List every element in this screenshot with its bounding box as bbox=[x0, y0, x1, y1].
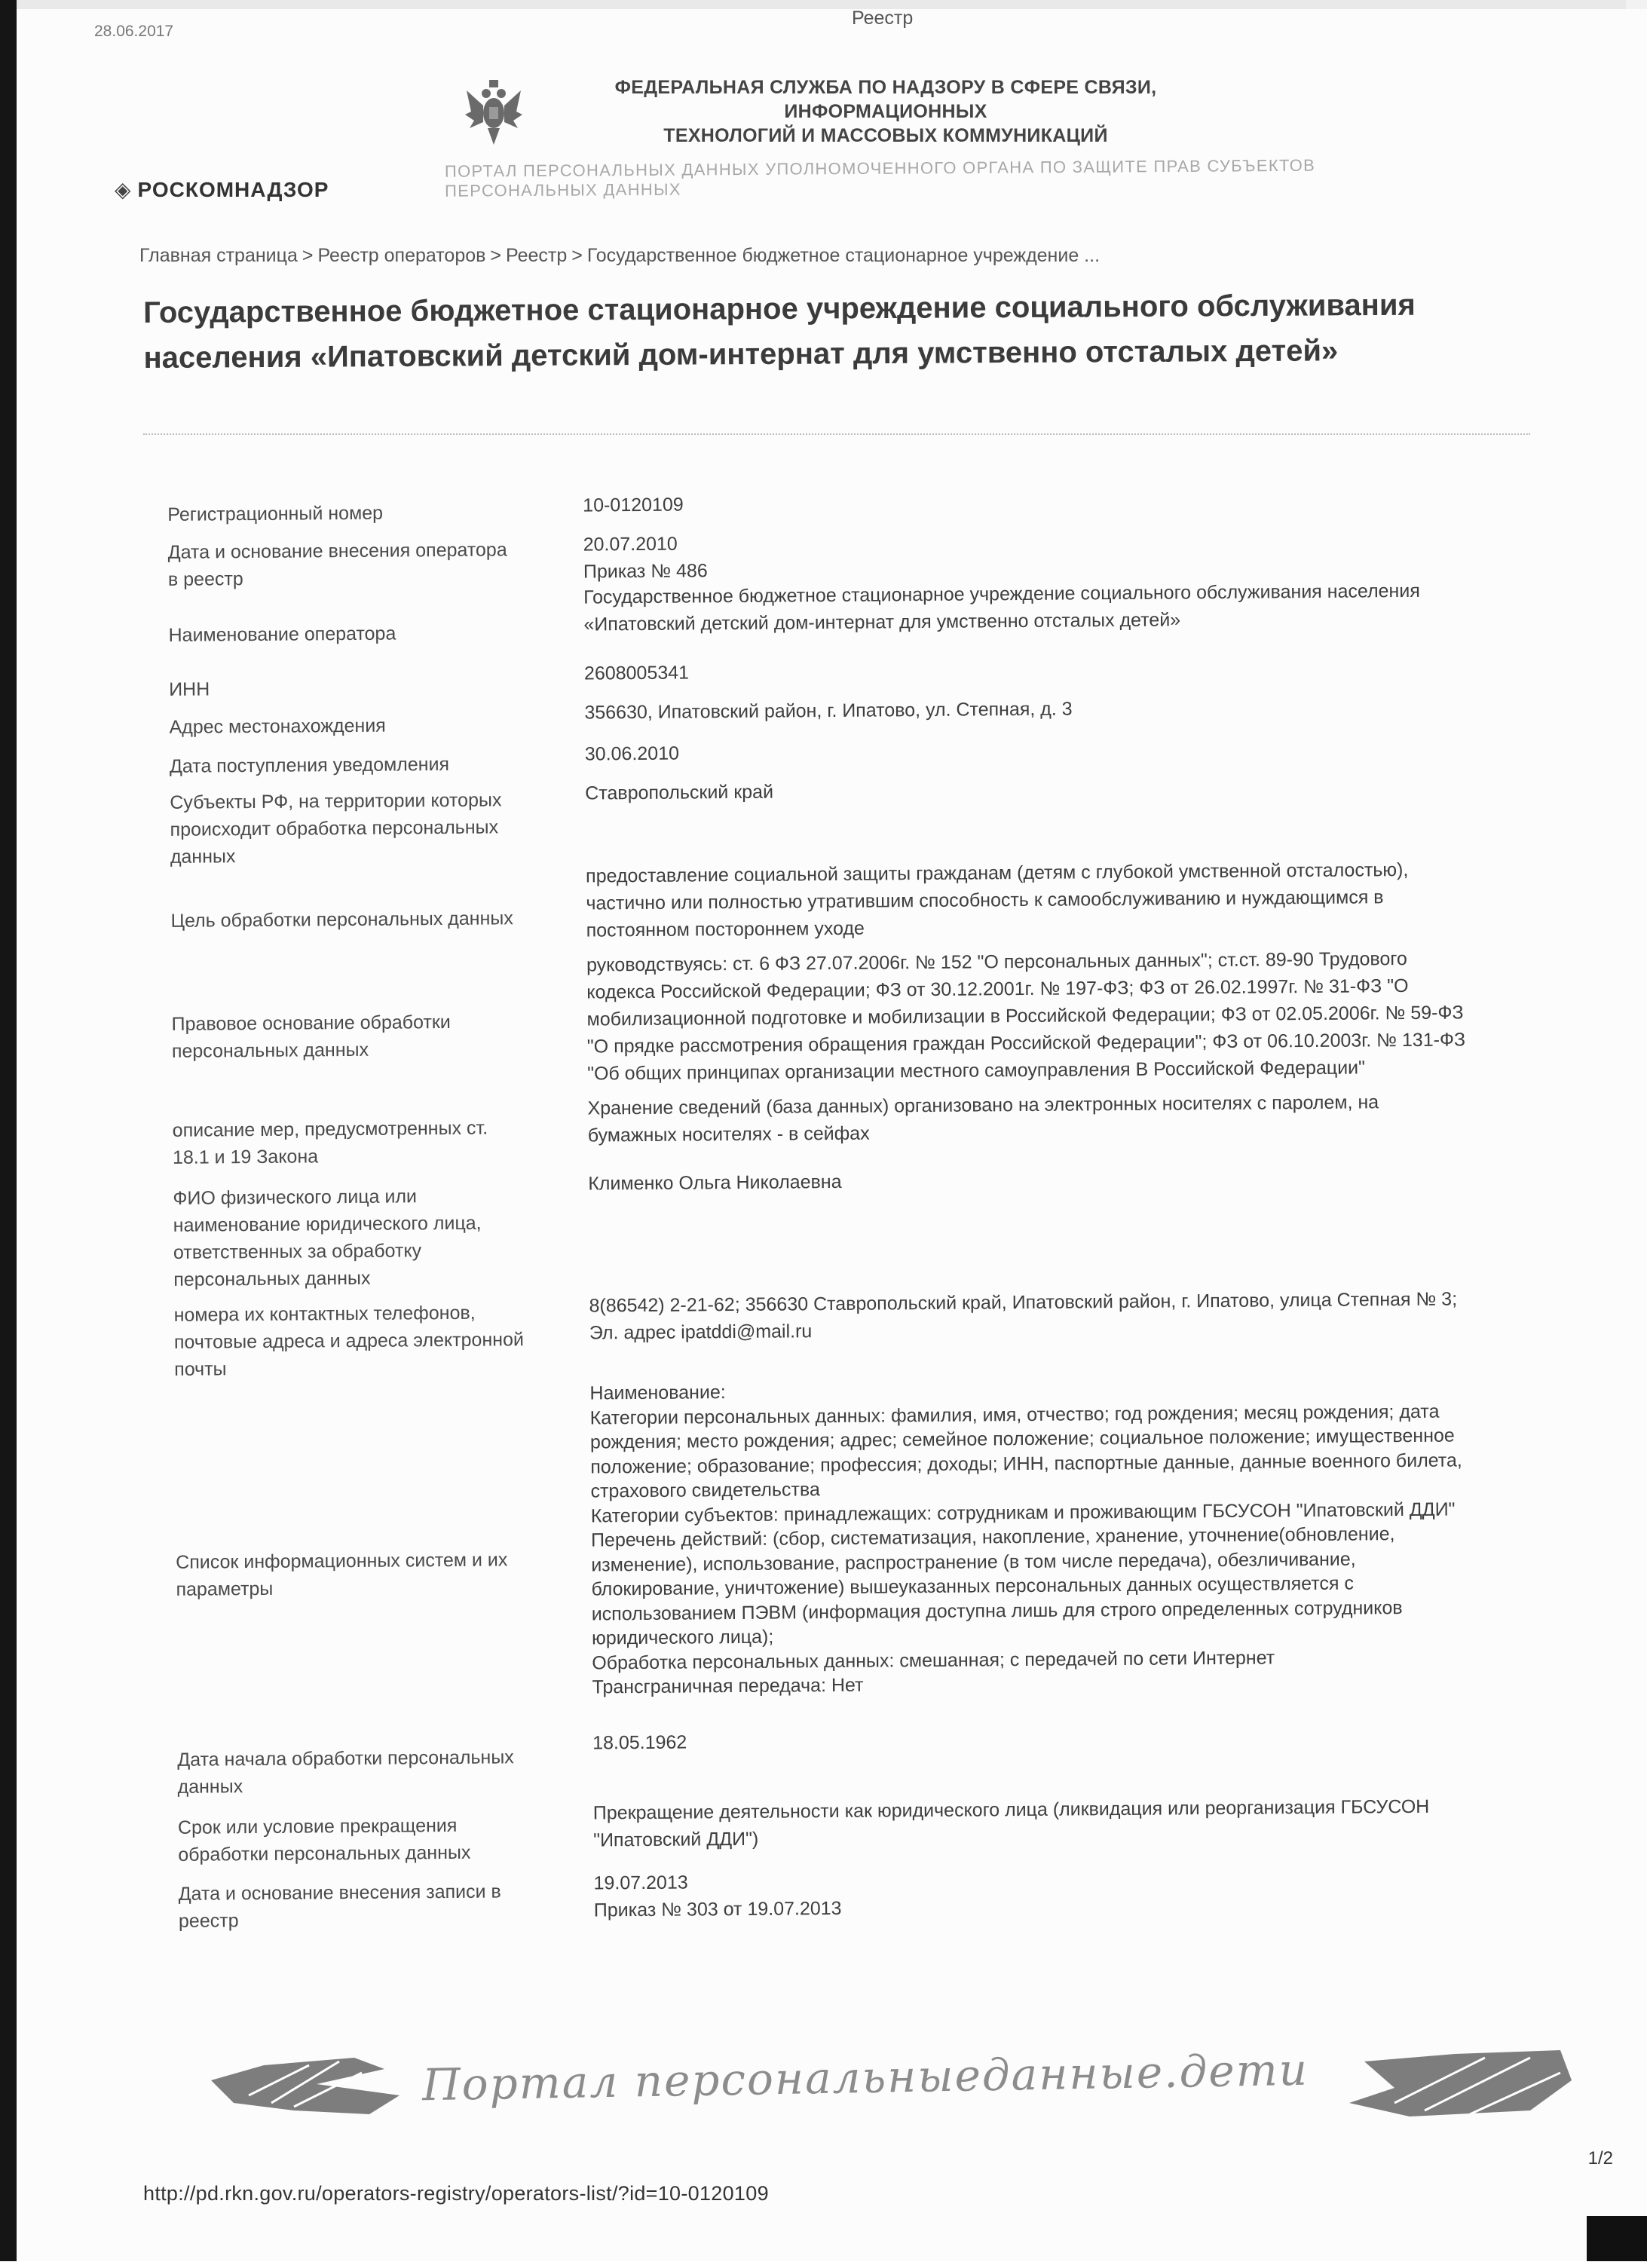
detail-value: 18.05.1962 bbox=[592, 1731, 687, 1754]
detail-value: Государственное бюджетное стационарное учреждение социального обслуживания населения «Ипатовский детский дом-интернат для умственно отсталых детей» bbox=[583, 580, 1420, 635]
detail-value: 30.06.2010 bbox=[584, 742, 680, 765]
detail-label: Дата начала обработки персональных данных bbox=[177, 1746, 514, 1798]
page-url[interactable]: http://pd.rkn.gov.ru/operators-registry/operators-list/?id=10-0120109 bbox=[143, 2182, 769, 2205]
detail-value: Клименко Ольга Николаевна bbox=[588, 1171, 842, 1195]
detail-value: 10-0120109 bbox=[583, 494, 684, 516]
detail-value: руководствуясь: ст. 6 ФЗ 27.07.2006г. № 152 "О персональных данных"; ст.ст. 89-90 Трудового кодекса Российской Федерации; ФЗ от 30.12.2001г. № 197-ФЗ; ФЗ от 26.02.1997г. № 31-ФЗ "О мобилизационной подготовке и мобилизации в Российской Федерации; ФЗ от 02.05.2006г. № 59-ФЗ "О прядке рассмотрения обращения граждан Российской Федерации"; ФЗ от 06.10.2003г. № 131-ФЗ "Об общих принципах организации местного самоуправления В Российской Федерации" bbox=[586, 947, 1466, 1085]
print-date: 28.06.2017 bbox=[94, 23, 174, 40]
detail-value: 20.07.2010 Приказ № 486 bbox=[583, 533, 708, 583]
breadcrumb-registry[interactable]: Реестр bbox=[506, 245, 568, 266]
detail-value: предоставление социальной защиты гражданам (детям с глубокой умственной отсталостью), частично или полностью утратившим способность к самообслуживанию и нуждающимся в постоянном постороннем уходе bbox=[585, 859, 1409, 941]
detail-label: описание мер, предусмотренных ст. 18.1 и 19 Закона bbox=[172, 1117, 488, 1168]
detail-value: 356630, Ипатовский район, г. Ипатово, ул. Степная, д. 3 bbox=[584, 698, 1073, 724]
detail-value: 19.07.2013 Приказ № 303 от 19.07.2013 bbox=[593, 1872, 842, 1921]
footer-portal-banner-text: Портал персональныеданные.дети bbox=[421, 2043, 1309, 2111]
print-title: Реестр bbox=[852, 8, 914, 29]
breadcrumb-operators-registry[interactable]: Реестр операторов bbox=[317, 245, 486, 266]
detail-value: Прекращение деятельности как юридического лица (ликвидация или реорганизация ГБСУСОН "Ипатовский ДДИ") bbox=[592, 1795, 1430, 1851]
breadcrumb-separator: > bbox=[490, 245, 502, 266]
breadcrumb-separator: > bbox=[571, 245, 583, 266]
detail-label: Цель обработки персональных данных bbox=[170, 908, 513, 932]
detail-label: Дата поступления уведомления bbox=[169, 753, 450, 777]
breadcrumb-home[interactable]: Главная страница bbox=[139, 245, 298, 266]
page-number: 1/2 bbox=[1587, 2148, 1613, 2169]
detail-label: Срок или условие прекращения обработки персональных данных bbox=[177, 1814, 471, 1866]
page-title-line1: Государственное бюджетное стационарное учреждение социального обслуживания bbox=[143, 288, 1416, 329]
page-title-line2: населения «Ипатовский детский дом-интернат для умственно отсталых детей» bbox=[143, 334, 1339, 375]
detail-value: Хранение сведений (база данных) организовано на электронных носителях с паролем, на бумажных носителях - в сейфах bbox=[587, 1091, 1379, 1146]
detail-value: 8(86542) 2-21-62; 356630 Ставропольский край, Ипатовский район, г. Ипатово, улица Степная № 3; Эл. адрес ipatddi@mail.ru bbox=[589, 1288, 1458, 1344]
detail-label: Наименование оператора bbox=[168, 623, 396, 646]
detail-label: Список информационных систем и их параметры bbox=[176, 1549, 508, 1600]
detail-label: Правовое основание обработки персональных данных bbox=[171, 1011, 451, 1062]
breadcrumb-separator: > bbox=[302, 245, 314, 266]
detail-label: Регистрационный номер bbox=[167, 502, 384, 525]
agency-name-line1: ФЕДЕРАЛЬНАЯ СЛУЖБА ПО НАДЗОРУ В СФЕРЕ СВЯЗИ, ИНФОРМАЦИОННЫХ bbox=[614, 77, 1157, 122]
detail-value: 2608005341 bbox=[583, 662, 690, 684]
detail-label: Дата и основание внесения оператора в реестр bbox=[167, 539, 507, 590]
logo-mark-icon: ◈ bbox=[115, 178, 132, 201]
detail-label: номера их контактных телефонов, почтовые адреса и адреса электронной почты bbox=[173, 1302, 524, 1380]
detail-label: ФИО физического лица или наименование юридического лица, ответственных за обработку персональных данных bbox=[173, 1186, 482, 1290]
scan-corner bbox=[1587, 2216, 1647, 2261]
detail-label: Адрес местонахождения bbox=[169, 715, 386, 738]
detail-label: Субъекты РФ, на территории которых происходит обработка персональных данных bbox=[170, 789, 502, 868]
detail-label: Дата и основание внесения записи в реестр bbox=[178, 1881, 501, 1932]
detail-label: ИНН bbox=[169, 678, 210, 700]
detail-value: Ставропольский край bbox=[585, 781, 774, 804]
logo-text: РОСКОМНАДЗОР bbox=[137, 178, 329, 201]
breadcrumb-current: Государственное бюджетное стационарное учреждение ... bbox=[586, 245, 1101, 266]
detail-value: Наименование: Категории персональных данных: фамилия, имя, отчество; год рождения; месяц рождения; дата рождения; место рождения; адрес; семейное положение; социальное положение; имущественное положение; образование; профессия; доходы; ИНН, паспортные данные, данные военного билета, страхового свидетельства Категории субъектов: принадлежащих: сотрудникам и проживающим ГБСУСОН "Ипатовский ДДИ" Перечень действий: (сбор, систематизация, накопление, хранение, уточнение(обновление, изменение), использование, распространение (в том числе передача), обезличивание, блокирование, уничтожение) вышеуказанных персональных данных осуществляется с использованием ПЭВМ (информация доступна лишь для строго определенных сотрудников юридического лица); Обработка персональных данных: смешанная; с передачей по сети Интернет Трансграничная передача: Нет bbox=[589, 1382, 1462, 1698]
portal-caption: ПОРТАЛ ПЕРСОНАЛЬНЫХ ДАННЫХ УПОЛНОМОЧЕННОГО ОРГАНА ПО ЗАЩИТЕ ПРАВ СУБЪЕКТОВ ПЕРСОНАЛЬНЫХ ДАННЫХ bbox=[444, 155, 1316, 200]
agency-name-line2: ТЕХНОЛОГИЙ И МАССОВЫХ КОММУНИКАЦИЙ bbox=[663, 125, 1108, 146]
